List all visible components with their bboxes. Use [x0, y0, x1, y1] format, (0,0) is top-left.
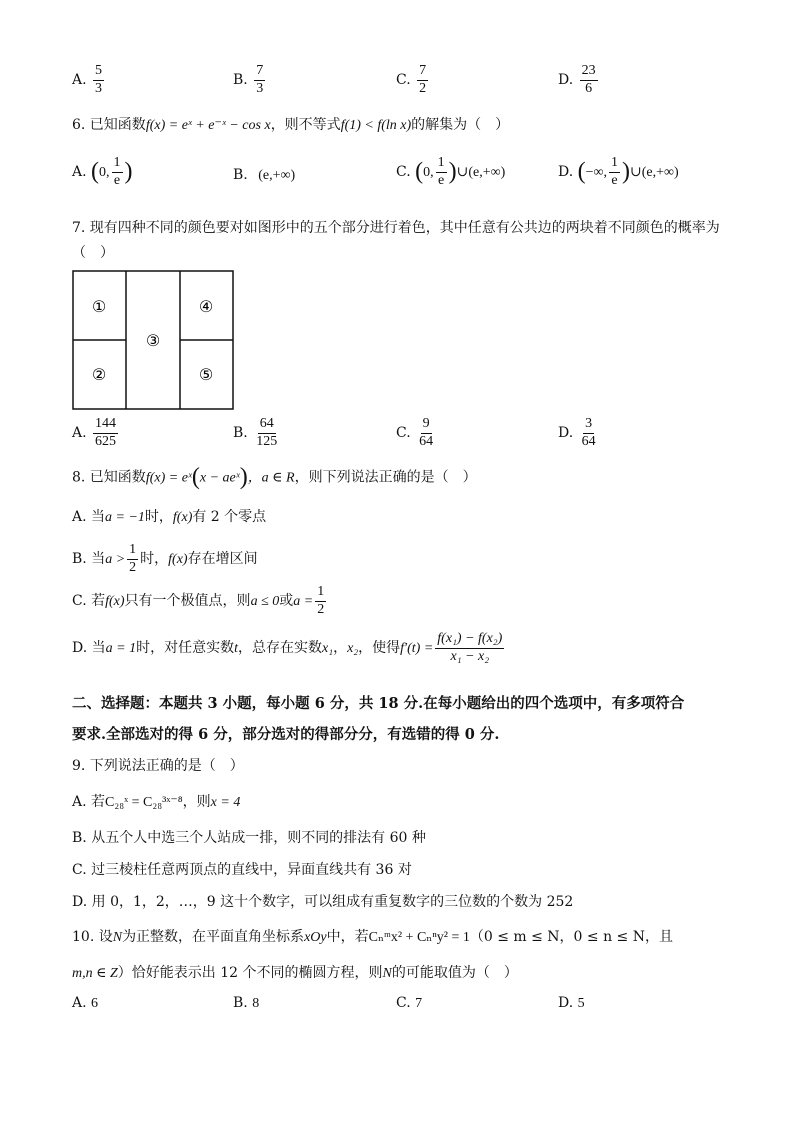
region-5-label: ⑤: [198, 365, 214, 384]
fraction: $\frac{1}{e}$: [611, 155, 619, 188]
q10-option-d: D. 5: [558, 995, 585, 1011]
region-2-label: ②: [91, 365, 107, 384]
fraction: $\frac{1}{e}$: [113, 155, 121, 188]
q7-option-b: B. $\frac{64}{125}$: [233, 416, 278, 449]
q7-option-d: D. $\frac{3}{64}$: [558, 416, 596, 449]
q8-option-b: B. 当a > $\frac{1}{2}$ 时，f(x)存在增区间: [72, 542, 258, 575]
fraction: $\frac{1}{2}$: [129, 542, 137, 575]
q9-option-a: A. 若C₂₈ˣ = C₂₈³ˣ⁻⁸，则x = 4: [72, 794, 241, 810]
fraction: $\frac{7}{2}$: [419, 63, 427, 96]
q8-option-d: D. 当a = 1时，对任意实数t，总存在实数x₁，x₂，使得f′(t) = $\frac{\text{f(x₁) − f(x₂)}}{\text{x₁ − x₂}}$: [72, 631, 503, 664]
q5-option-d: D. $\frac{23}{6}$: [558, 63, 596, 96]
question-6-stem: 6. 已知函数f(x) = eˣ + e⁻ˣ − cos x，则不等式f(1) < f(ln x)的解集为（ ）: [72, 117, 510, 133]
question-7-paren: （ ）: [72, 245, 114, 261]
fraction: $\frac{23}{6}$: [581, 63, 596, 96]
q6-option-a: A. (0, $\frac{1}{e}$ ): [72, 155, 133, 188]
q6-option-b: B. (e,+∞): [233, 167, 296, 183]
fraction: $\frac{\text{f(x₁) − f(x₂)}}{\text{x₁ − x₂}}$: [437, 631, 503, 664]
fraction: $\frac{5}{3}$: [95, 63, 103, 96]
fraction: $\frac{64}{125}$: [256, 416, 278, 449]
fraction: $\frac{3}{64}$: [581, 416, 596, 449]
question-7-stem: 7. 现有四种不同的颜色要对如图形中的五个部分进行着色，其中任意有公共边的两块着不同颜色的概率为: [72, 220, 720, 236]
q6-option-d: D. (−∞, $\frac{1}{e}$ )∪(e,+∞): [558, 155, 679, 188]
coloring-figure: [72, 270, 236, 412]
q9-option-d: D. 用 0，1，2，…，9 这十个数字，可以组成有重复数字的三位数的个数为 252: [72, 894, 574, 910]
q9-option-b: B. 从五个人中选三个人站成一排，则不同的排法有 60 种: [72, 830, 426, 846]
q6-option-c: C. (0, $\frac{1}{e}$ )∪(e,+∞): [396, 155, 506, 188]
region-3-label: ③: [145, 331, 161, 350]
q10-option-b: B. 8: [233, 995, 260, 1011]
q9-option-c: C. 过三棱柱任意两顶点的直线中，异面直线共有 36 对: [72, 862, 412, 878]
q10-option-c: C. 7: [396, 995, 423, 1011]
question-10-line1: 10. 设N为正整数，在平面直角坐标系xOy中，若Cₙᵐx² + Cₙⁿy² = 1（0 ≤ m ≤ N，0 ≤ n ≤ N，且: [72, 929, 673, 945]
fraction: $\frac{9}{64}$: [419, 416, 434, 449]
q10-option-a: A. 6: [72, 995, 99, 1011]
question-9-stem: 9. 下列说法正确的是（ ）: [72, 758, 244, 774]
q8-option-a: A. 当a = −1时，f(x)有 2 个零点: [72, 509, 267, 525]
fraction: $\frac{1}{2}$: [317, 584, 325, 617]
region-4-label: ④: [198, 297, 214, 316]
q5-option-b: B. $\frac{7}{3}$: [233, 63, 264, 96]
q5-option-a: A. $\frac{5}{3}$: [72, 63, 103, 96]
q7-option-a: A. $\frac{144}{625}$: [72, 416, 117, 449]
fraction: $\frac{1}{e}$: [437, 155, 445, 188]
q7-option-c: C. $\frac{9}{64}$: [396, 416, 434, 449]
section-2-header-line2: 要求.全部选对的得 6 分，部分选对的得部分分，有选错的得 0 分.: [72, 726, 500, 743]
q8-option-c: C. 若f(x)只有一个极值点，则a ≤ 0或a = $\frac{1}{2}$: [72, 584, 325, 617]
q5-option-c: C. $\frac{7}{2}$: [396, 63, 427, 96]
region-1-label: ①: [91, 297, 107, 316]
section-2-header-line1: 二、选择题：本题共 3 小题，每小题 6 分，共 18 分.在每小题给出的四个选项中，有多项符合: [72, 695, 685, 712]
question-10-line2: m,n ∈ Z）恰好能表示出 12 个不同的椭圆方程，则N的可能取值为（ ）: [72, 965, 518, 981]
question-8-stem: 8. 已知函数f(x) = eˣ(x − aeˣ)，a ∈ R，则下列说法正确的是（ ）: [72, 464, 477, 490]
fraction: $\frac{7}{3}$: [256, 63, 264, 96]
fraction: $\frac{144}{625}$: [95, 416, 117, 449]
